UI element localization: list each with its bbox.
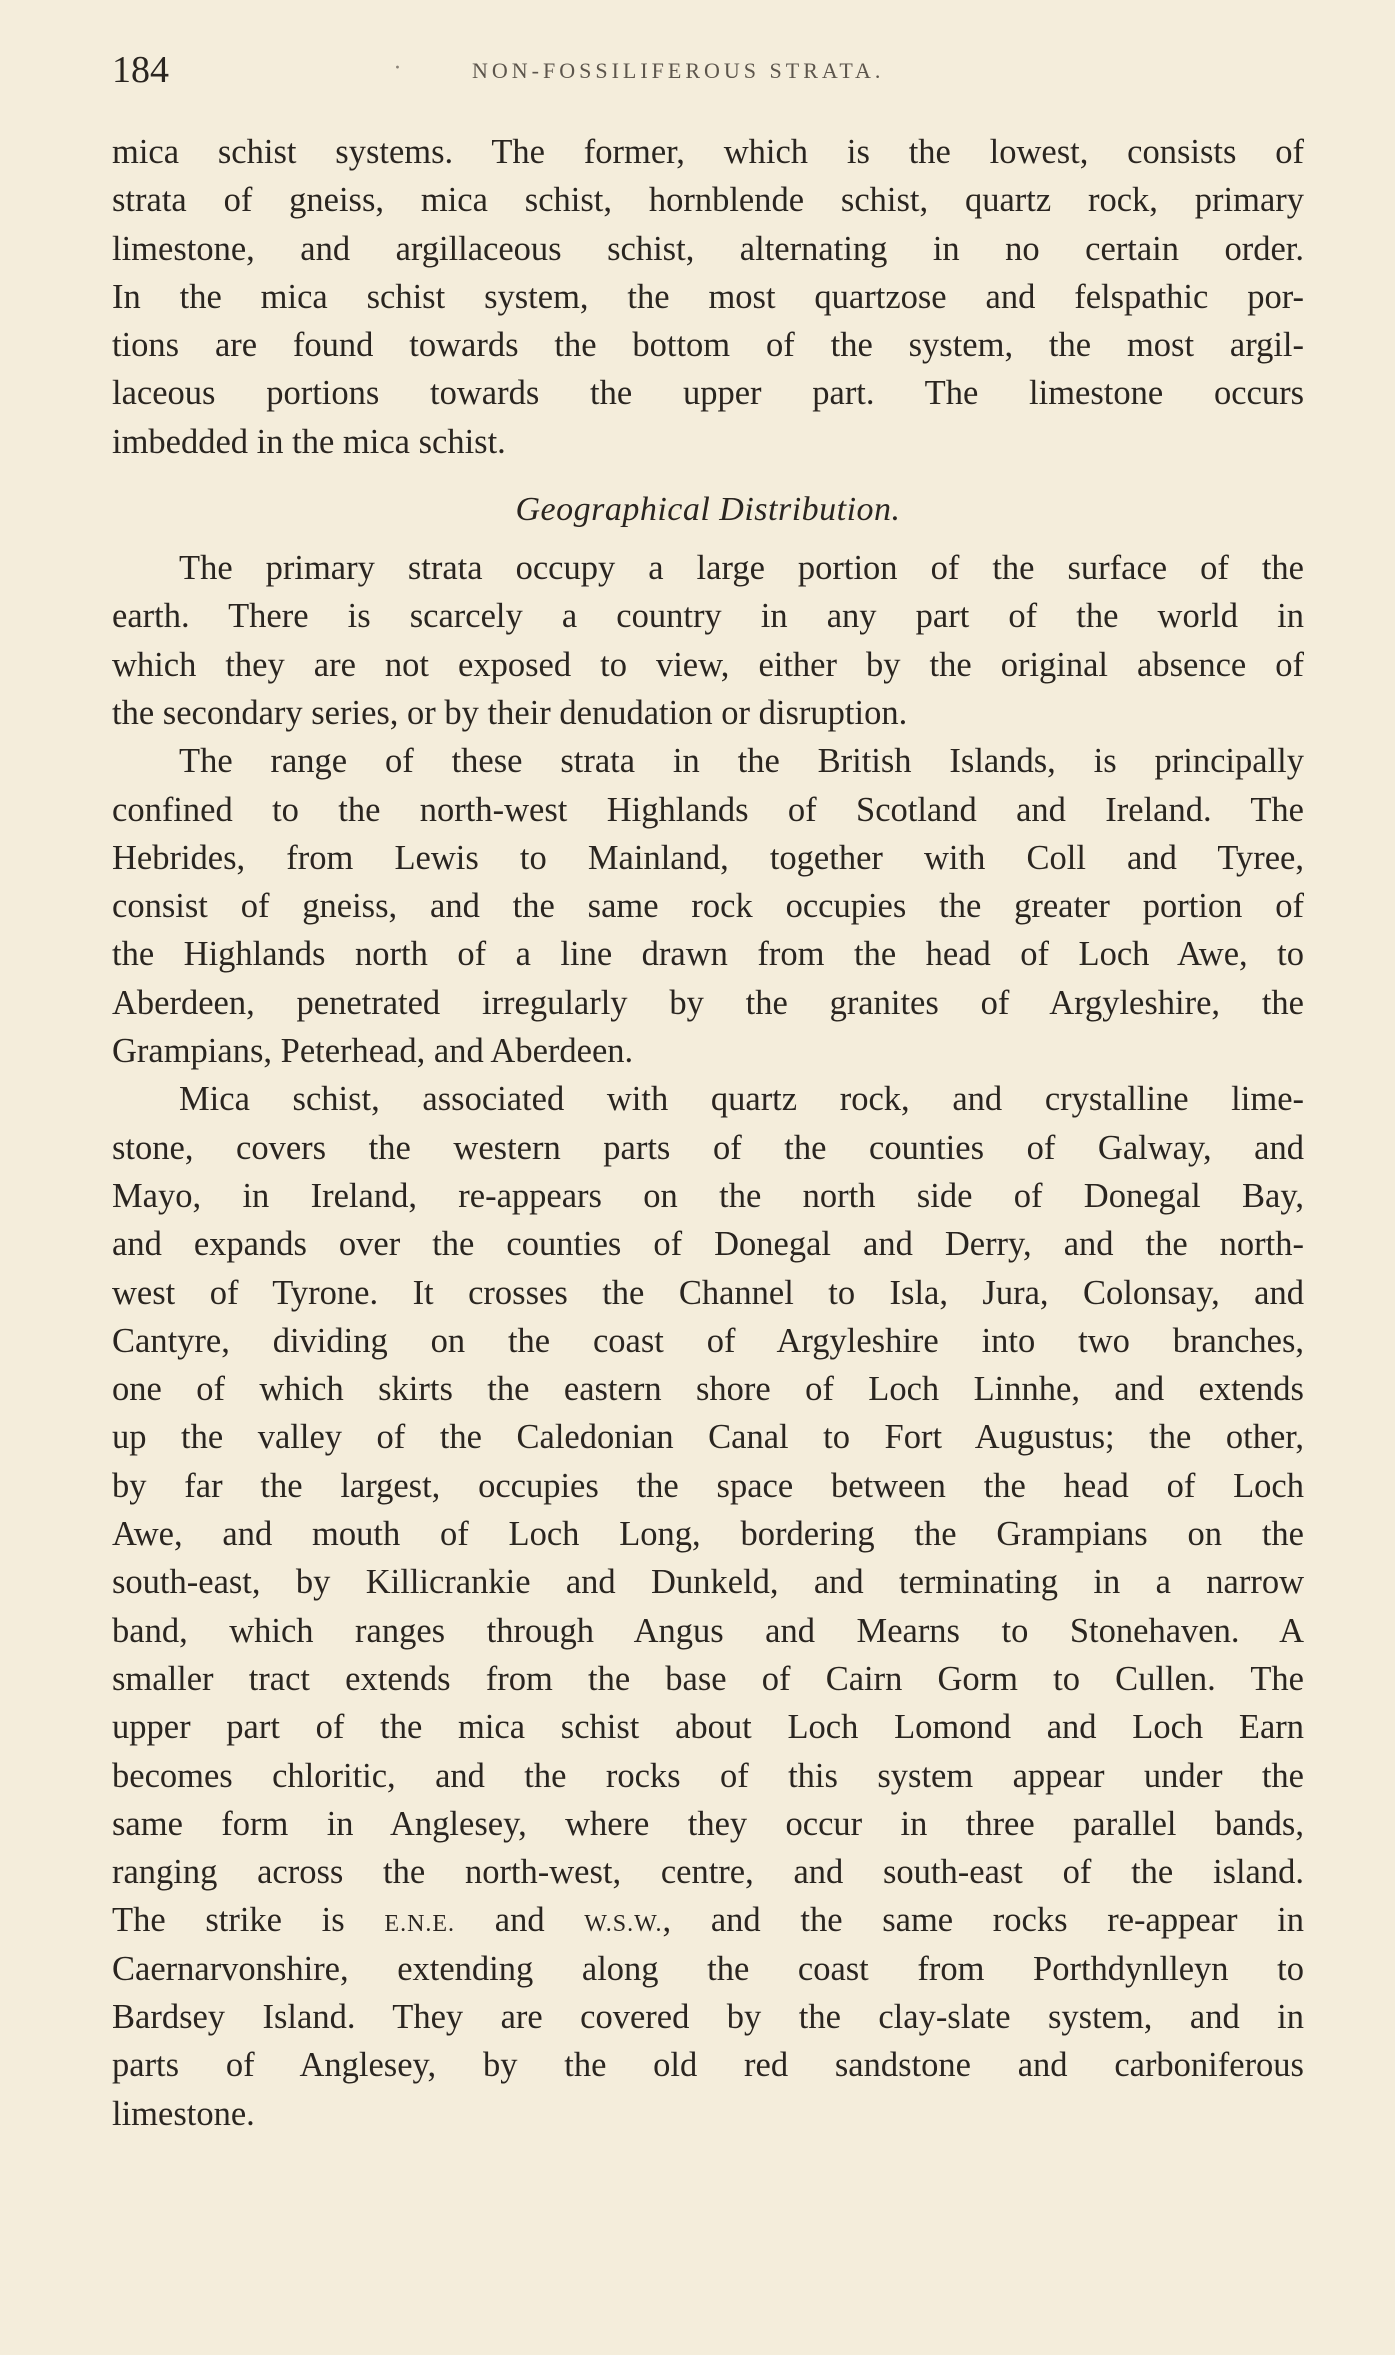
text-line: smaller tract extends from the base of Cairn Gorm to Cullen. The — [112, 1659, 1304, 1698]
text-line: Hebrides, from Lewis to Mainland, together with Coll and Tyree, — [112, 838, 1304, 877]
text-line: ranging across the north-west, centre, and south-east of the island. — [112, 1853, 1304, 1892]
strike-wsw: W.S.W. — [584, 1911, 663, 1938]
page-number: 184 — [112, 49, 169, 91]
text-line: laceous portions towards the upper part. The limestone occurs — [112, 374, 1304, 413]
text-line: Aberdeen, penetrated irregularly by the granites of Argyleshire, the — [112, 983, 1304, 1022]
text-line: tions are found towards the bottom of the system, the most argil- — [112, 326, 1304, 365]
paragraph-3 — [112, 737, 1304, 1075]
strike-prefix: The strike is — [112, 1901, 385, 1940]
running-head: NON-FOSSILIFEROUS STRATA. — [472, 58, 885, 83]
strike-ene: E.N.E. — [384, 1911, 456, 1938]
text-line: Caernarvonshire, extending along the coast from Porthdynlleyn to — [112, 1949, 1304, 1988]
text-line: The primary strata occupy a large portion of the surface of the — [179, 549, 1304, 588]
body-text — [112, 128, 1304, 2138]
text-line: Awe, and mouth of Loch Long, bordering the Grampians on the — [112, 1515, 1304, 1554]
text-line: and expands over the counties of Donegal and Derry, and the north- — [112, 1225, 1304, 1264]
text-line: upper part of the mica schist about Loch Lomond and Loch Earn — [112, 1708, 1304, 1747]
strike-mid: and — [455, 1901, 585, 1940]
text-line: mica schist systems. The former, which is the lowest, consists of — [112, 133, 1304, 171]
text-line: imbedded in the mica schist. — [112, 422, 506, 461]
text-line: confined to the north-west Highlands of Scotland and Ireland. The — [112, 790, 1304, 829]
strike-suffix: , and the same rocks re-appear in — [662, 1901, 1304, 1940]
text-line: west of Tyrone. It crosses the Channel to Isla, Jura, Colonsay, and — [112, 1273, 1304, 1312]
text-line: Bardsey Island. They are covered by the clay-slate system, and in — [112, 1997, 1304, 2036]
text-line: Grampians, Peterhead, and Aberdeen. — [112, 1032, 634, 1071]
text-line: becomes chloritic, and the rocks of this system appear under the — [112, 1756, 1304, 1795]
text-line: the secondary series, or by their denudation or disruption. — [112, 693, 908, 732]
section-heading: Geographical Distribution. — [515, 491, 901, 529]
text-line: earth. There is scarcely a country in any part of the world in — [112, 597, 1304, 636]
paragraph-2 — [112, 544, 1304, 737]
text-line: same form in Anglesey, where they occur in three parallel bands, — [112, 1804, 1304, 1843]
text-line: parts of Anglesey, by the old red sandstone and carboniferous — [112, 2046, 1304, 2085]
text-line: limestone. — [112, 2094, 255, 2133]
text-line: up the valley of the Caledonian Canal to Fort Augustus; the other, — [112, 1418, 1304, 1457]
text-line: limestone, and argillaceous schist, alternating in no certain order. — [112, 229, 1304, 268]
text-line: The range of these strata in the British Islands, is principally — [179, 742, 1304, 781]
text-line-strike — [112, 1896, 1304, 1944]
text-line: stone, covers the western parts of the counties of Galway, and — [112, 1128, 1304, 1167]
text-line: Mica schist, associated with quartz rock, and crystalline lime- — [179, 1080, 1304, 1119]
text-line: south-east, by Killicrankie and Dunkeld, and terminating in a narrow — [112, 1563, 1304, 1602]
page-header — [112, 48, 1302, 98]
paragraph-4 — [112, 1075, 1304, 2138]
text-line: band, which ranges through Angus and Mearns to Stonehaven. A — [112, 1611, 1304, 1650]
text-line: Mayo, in Ireland, re-appears on the north side of Donegal Bay, — [112, 1176, 1304, 1215]
text-line: consist of gneiss, and the same rock occupies the greater portion of — [112, 887, 1304, 926]
text-line: the Highlands north of a line drawn from the head of Loch Awe, to — [112, 935, 1304, 974]
header-ornament: · — [394, 56, 401, 81]
text-line: which they are not exposed to view, either by the original absence of — [112, 645, 1304, 684]
paragraph-1 — [112, 128, 1304, 466]
text-line: strata of gneiss, mica schist, hornblende schist, quartz rock, primary — [112, 181, 1304, 220]
text-line: one of which skirts the eastern shore of Loch Linnhe, and extends — [112, 1370, 1304, 1409]
text-line: by far the largest, occupies the space between the head of Loch — [112, 1466, 1304, 1505]
text-line: Cantyre, dividing on the coast of Argyleshire into two branches, — [112, 1321, 1304, 1360]
text-line: In the mica schist system, the most quartzose and felspathic por- — [112, 277, 1304, 316]
